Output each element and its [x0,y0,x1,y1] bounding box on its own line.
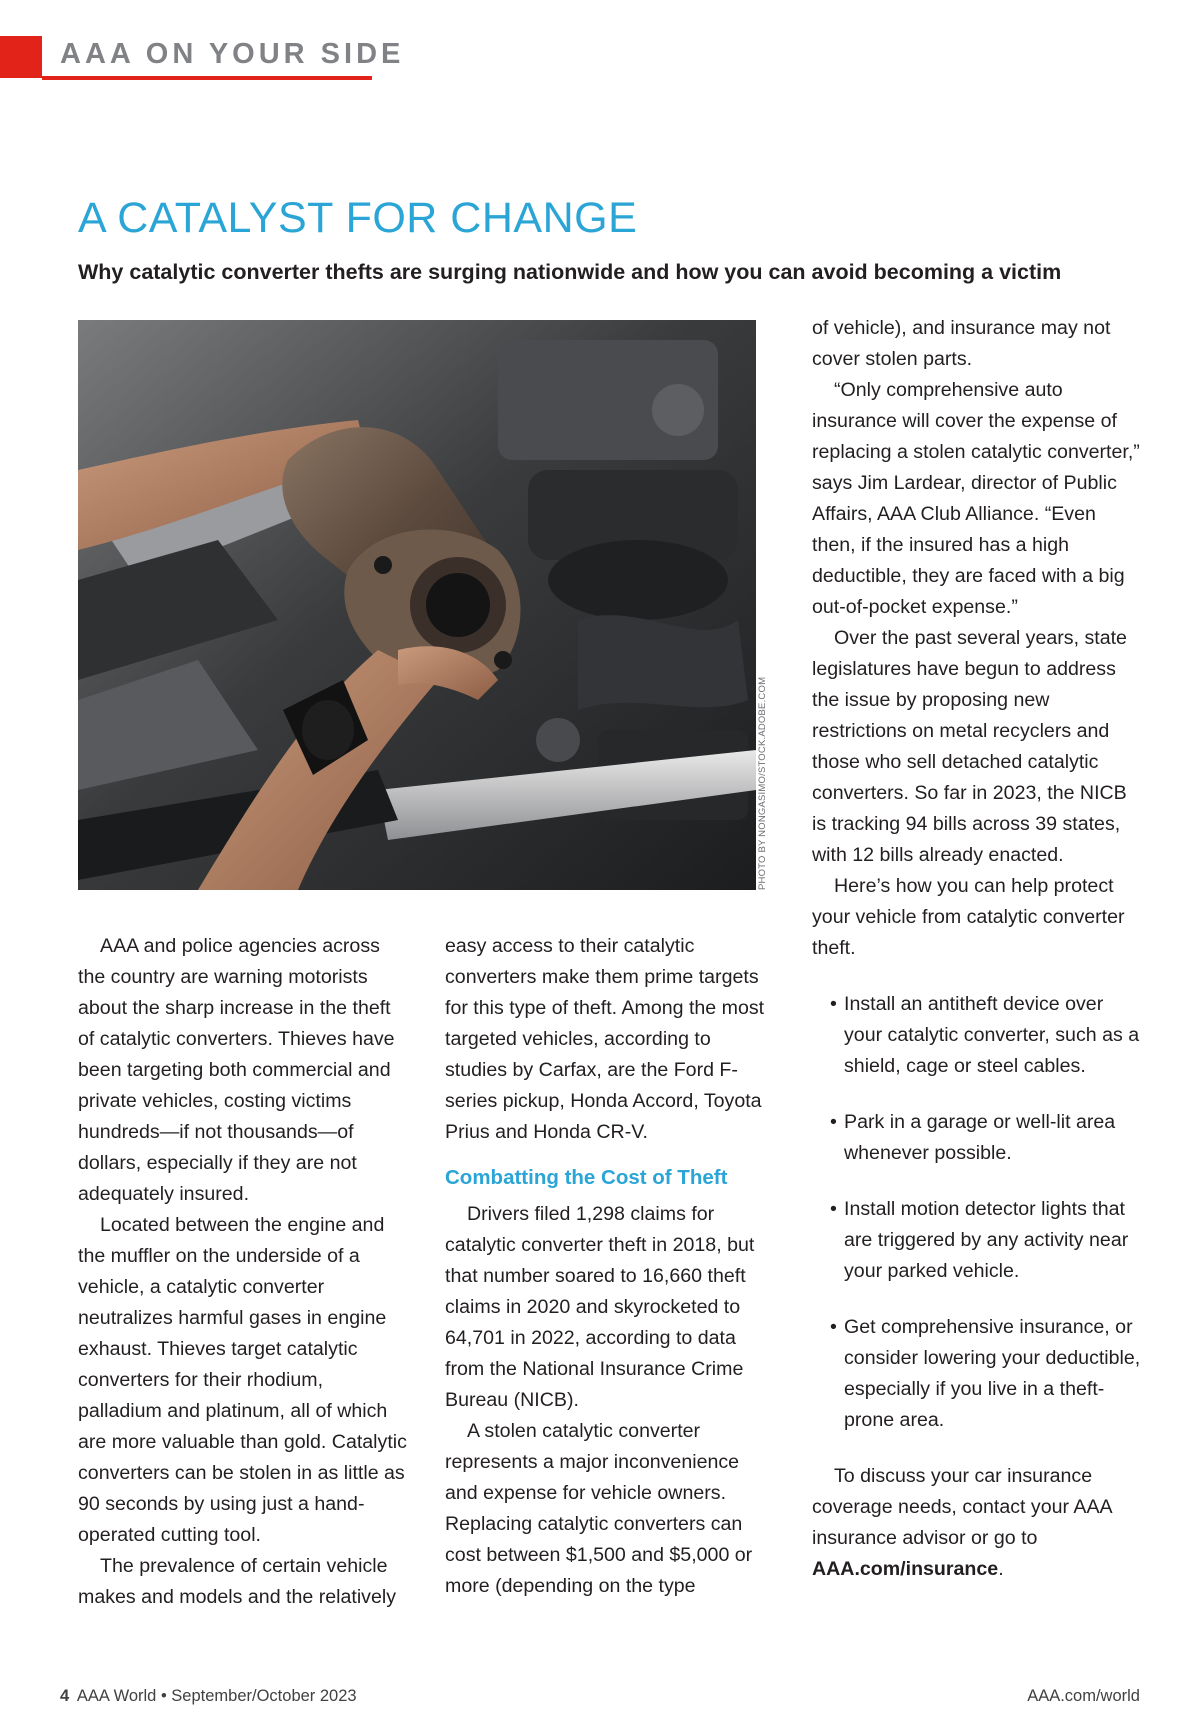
tip-item [812,989,1142,1082]
tip-text: Park in a garage or well-lit area whenever possible. [844,1111,1116,1164]
body-paragraph: Drivers filed 1,298 claims for catalytic converter theft in 2018, but that number soared to 16,660 theft claims in 2020 and skyrocketed to 64,701 in 2022, according to data from the National Insurance Crime Bureau (NICB). [445,1203,755,1411]
tip-text: Get comprehensive insurance, or consider lowering your deductible, especially if you live in a theft-prone area. [844,1316,1141,1431]
bullet: • [830,1111,837,1133]
bullet: • [830,1316,837,1338]
closing-period: . [998,1558,1004,1580]
body-paragraph: Located between the engine and the muffler on the underside of a vehicle, a catalytic converter neutralizes harmful gases in engine exhaust. Thieves target catalytic converters for their rhodium, palladium and platinum, all of which are more valuable than gold. Catalytic converters can be stolen in as little as 90 seconds by using just a hand-operated cutting tool. [78,1214,407,1546]
body-paragraph: A stolen catalytic converter represents a major inconvenience and expense for vehicle owners. Replacing catalytic converters can cost between $1,500 and $5,000 or more (depending on the type [445,1420,753,1597]
bullet: • [830,993,837,1015]
body-paragraph: of vehicle), and insurance may not cover stolen parts. [812,317,1111,370]
tip-text: Install an antitheft device over your catalytic converter, such as a shield, cage or steel cables. [844,993,1140,1077]
body-paragraph: “Only comprehensive auto insurance will cover the expense of replacing a stolen catalytic converter,” says Jim Lardear, director of Public Affairs, AAA Club Alliance. “Even then, if the insured has a high deductible, they are faced with a big out-of-pocket expense.” [812,379,1140,618]
tips-list [812,989,1142,1436]
insurance-link[interactable]: AAA.com/insurance [812,1558,999,1580]
body-paragraph: easy access to their catalytic converters make them prime targets for this type of theft. Among the most targeted vehicles, according to studies by Carfax, are the Ford F-series pickup, Honda Accord, Toyota Prius and Honda CR-V. [445,935,765,1143]
section-subhead: Combatting the Cost of Theft [445,1166,728,1189]
tip-item [812,1107,1142,1169]
article-title: A CATALYST FOR CHANGE [78,194,638,242]
closing-text: To discuss your car insurance coverage needs, contact your AAA insurance advisor or go to [812,1465,1112,1549]
section-color-tab [0,36,42,78]
footer-left [60,1687,357,1706]
body-column-2 [445,931,775,1602]
closing-paragraph [812,1461,1142,1585]
body-paragraph: AAA and police agencies across the country are warning motorists about the sharp increase in the theft of catalytic converters. Thieves have been targeting both commercial and private vehicles, costing victims hundreds—if not thousands—of dollars, especially if they are not adequately insured. [78,935,395,1205]
tip-text: Install motion detector lights that are triggered by any activity near your parked vehicle. [844,1198,1129,1282]
photo-credit: PHOTO BY NONGASIMO/STOCK.ADOBE.COM [757,676,768,890]
footer-url[interactable]: AAA.com/world [1027,1687,1140,1705]
catalytic-converter-photo [78,320,756,890]
body-paragraph: Here’s how you can help protect your vehicle from catalytic converter theft. [812,875,1125,959]
section-label: AAA ON YOUR SIDE [60,38,405,70]
body-column-1 [78,931,408,1613]
tip-item [812,1312,1142,1436]
article-subtitle: Why catalytic converter thefts are surging nationwide and how you can avoid becoming a victim [78,260,1062,284]
photo-illustration [78,320,756,890]
tip-item [812,1194,1142,1287]
page-number: 4 [60,1687,70,1705]
body-paragraph: The prevalence of certain vehicle makes and models and the relatively [78,1555,397,1608]
section-underline [42,76,372,80]
bullet: • [830,1198,837,1220]
body-column-3 [812,313,1142,1585]
body-paragraph: Over the past several years, state legislatures have begun to address the issue by proposing new restrictions on metal recyclers and those who sell detached catalytic converters. So far in 2023, the NICB is tracking 94 bills across 39 states, with 12 bills already enacted. [812,627,1127,866]
publication-info: AAA World • September/October 2023 [76,1687,357,1705]
